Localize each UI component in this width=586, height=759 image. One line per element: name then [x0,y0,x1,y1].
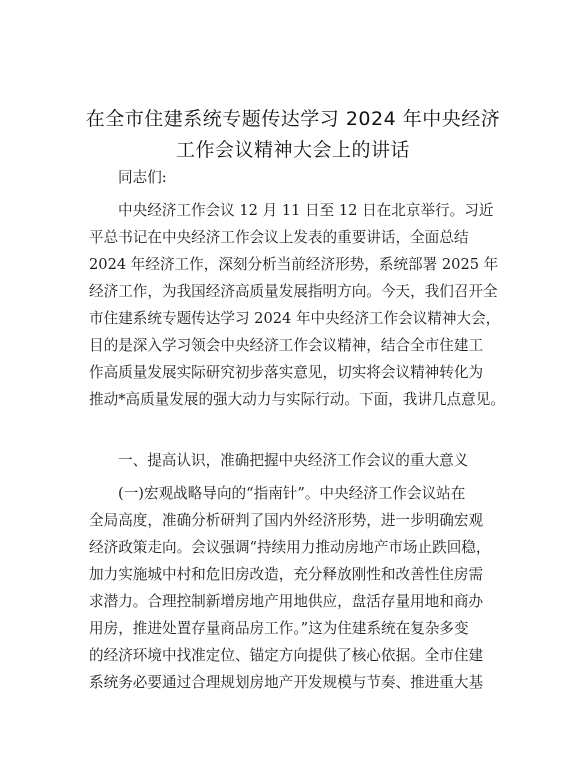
paragraph-line: 作高质量发展实际研究初步落实意见，切实将会议精神转化为 [89,364,484,381]
paragraph-line: 经济工作，为我国经济高质量发展指明方向。今天，我们召开全 [89,283,498,300]
document-title-line-2: 工作会议精神大会上的讲话 [175,139,410,161]
salutation: 同志们: [118,169,167,186]
paragraph-line: 全局高度，准确分析研判了国内外经济形势，进一步明确宏观 [89,512,484,529]
paragraph-line: 平总书记在中央经济工作会议上发表的重要讲话，全面总结 [89,229,469,246]
paragraph-line: 推动*高质量发展的强大动力与实际行动。下面，我讲几点意见。 [89,391,505,408]
paragraph-line: 求潜力。合理控制新增房地产用地供应，盘活存量用地和商办 [89,593,484,610]
paragraph-line: 目的是深入学习领会中央经济工作会议精神，结合全市住建工 [89,337,484,354]
paragraph-line: 市住建系统专题传达学习 2024 年中央经济工作会议精神大会， [89,310,501,327]
section-heading: 一、提高认识，准确把握中央经济工作会议的重大意义 [118,452,469,469]
paragraph-line: 用房，推进处置存量商品房工作。”这为住建系统在复杂多变 [89,620,469,637]
paragraph-line: 的经济环境中找准定位、锚定方向提供了核心依据。全市住建 [89,647,484,664]
paragraph-line: 系统务必要通过合理规划房地产开发规模与节奏、推进重大基 [89,674,484,691]
paragraph-line: 中央经济工作会议 12 月 11 日至 12 日在北京举行。习近 [118,202,494,219]
paragraph-line: 加力实施城中村和危旧房改造，充分释放刚性和改善性住房需 [89,566,484,583]
paragraph-line: 经济政策走向。会议强调“持续用力推动房地产市场止跌回稳， [89,539,491,556]
paragraph-line: (一)宏观战略导向的“指南针”。中央经济工作会议站在 [118,485,466,502]
document-title-line-1: 在全市住建系统专题传达学习 2024 年中央经济 [85,108,501,130]
paragraph-line: 2024 年经济工作，深刻分析当前经济形势，系统部署 2025 年 [89,256,499,273]
